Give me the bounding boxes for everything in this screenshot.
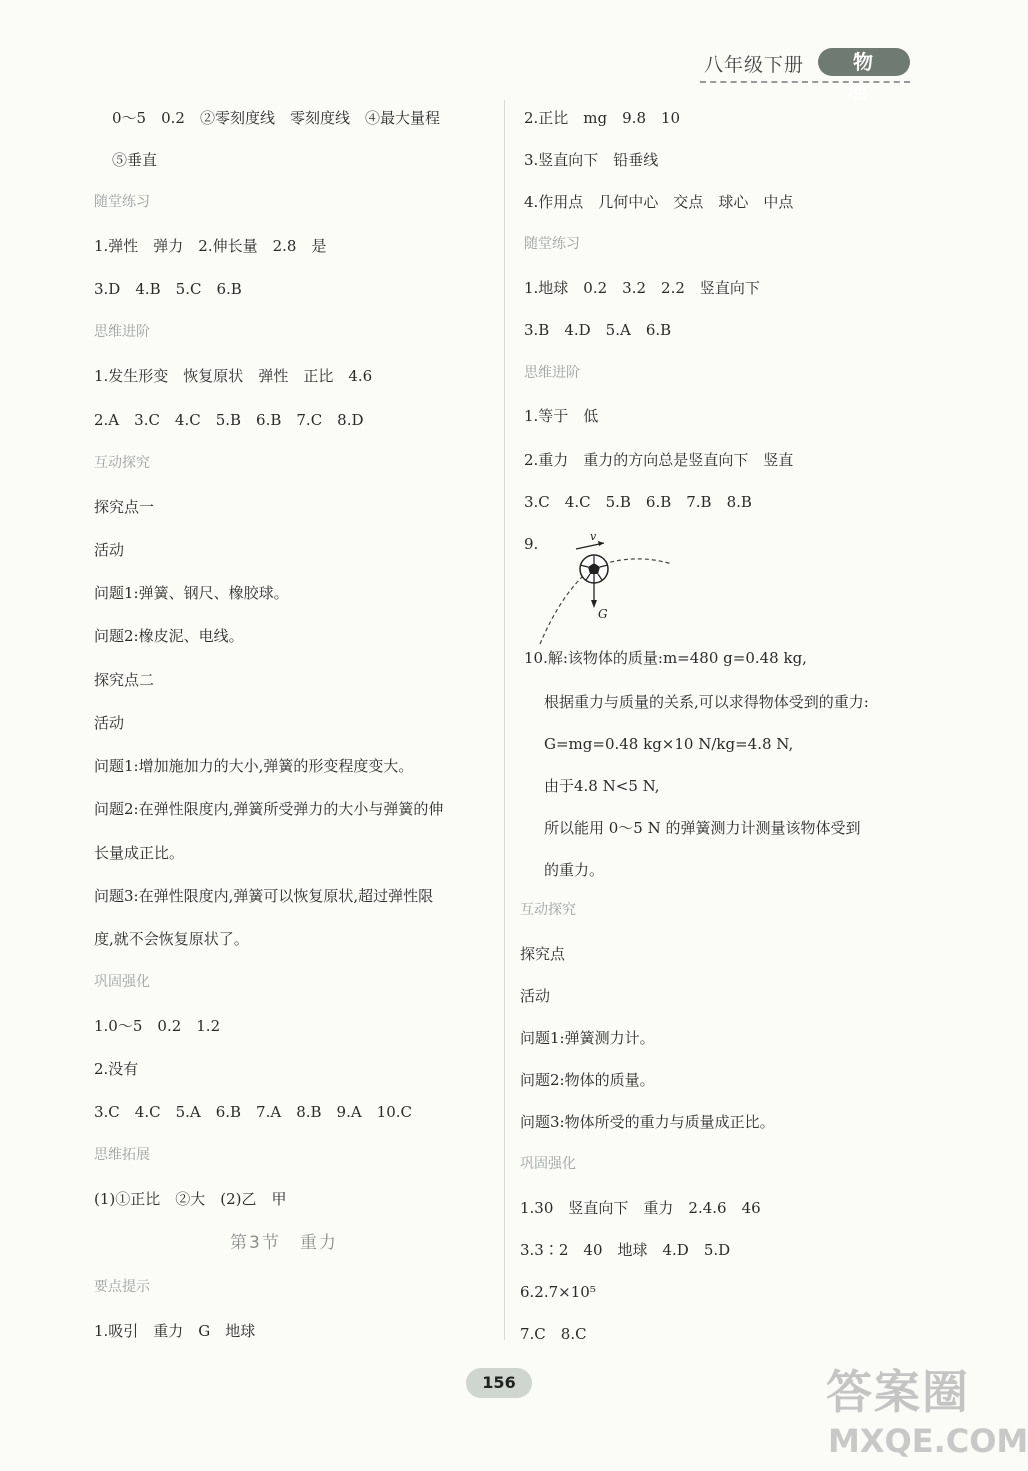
answer-line: 1.弹性 弹力 2.伸长量 2.8 是 (94, 237, 327, 255)
column-divider (504, 100, 505, 1340)
answer-line: 3.3∶2 40 地球 4.D 5.D (520, 1241, 731, 1259)
answer-line: 由于4.8 N<5 N, (544, 777, 660, 795)
gravity-arrowhead (591, 600, 597, 608)
answer-line: ⑤垂直 (112, 151, 158, 169)
velocity-arrowhead (598, 541, 604, 546)
answer-line: 4.作用点 几何中心 交点 球心 中点 (524, 193, 794, 211)
grade-label: 八年级下册 (704, 54, 805, 76)
watermark-logo: 答案圈 (826, 1365, 970, 1419)
section-heading: 要点提示 (94, 1279, 150, 1295)
answer-line: 6.2.7×10⁵ (520, 1283, 596, 1301)
answer-line: 3.C 4.C 5.A 6.B 7.A 8.B 9.A 10.C (94, 1103, 413, 1121)
answer-line: 的重力。 (544, 861, 605, 879)
football-force-diagram (532, 532, 682, 652)
answer-line: 所以能用 0～5 N 的弹簧测力计测量该物体受到 (544, 819, 861, 837)
section-heading: 思维拓展 (94, 1147, 150, 1163)
answer-line: 长量成正比。 (94, 844, 185, 862)
section-heading: 随堂练习 (94, 194, 150, 210)
answer-line: 2.重力 重力的方向总是竖直向下 竖直 (524, 451, 794, 469)
velocity-label: v (590, 530, 597, 543)
header-divider (700, 81, 910, 83)
section-heading: 随堂练习 (524, 236, 580, 252)
section-heading: 思维进阶 (524, 365, 580, 381)
answer-line: 问题1:弹簧、钢尺、橡胶球。 (94, 584, 289, 602)
answer-line: 1.发生形变 恢复原状 弹性 正比 4.6 (94, 367, 373, 385)
answer-line: 探究点一 (94, 498, 155, 516)
answer-line: 1.30 竖直向下 重力 2.4.6 46 (520, 1199, 761, 1217)
answer-line: 7.C 8.C (520, 1325, 587, 1343)
section-heading: 互动探究 (520, 902, 576, 918)
answer-line: 1.地球 0.2 3.2 2.2 竖直向下 (524, 279, 760, 297)
section-heading: 巩固强化 (520, 1156, 576, 1172)
answer-line: 问题2:橡皮泥、电线。 (94, 627, 244, 645)
answer-line: 9. (524, 535, 539, 553)
answer-line: 问题3:物体所受的重力与质量成正比。 (520, 1113, 775, 1131)
chapter-title: 第3节 重力 (230, 1233, 338, 1253)
answer-line: 问题1:弹簧测力计。 (520, 1029, 655, 1047)
answer-line: 探究点二 (94, 671, 155, 689)
answer-line: 1.0～5 0.2 1.2 (94, 1017, 221, 1035)
answer-line: 3.D 4.B 5.C 6.B (94, 280, 242, 298)
answer-line: 3.C 4.C 5.B 6.B 7.B 8.B (524, 493, 752, 511)
answer-line: 1.吸引 重力 G 地球 (94, 1322, 256, 1340)
section-heading: 互动探究 (94, 455, 150, 471)
subject-badge: 物 理 (818, 48, 910, 76)
answer-line: 3.B 4.D 5.A 6.B (524, 321, 672, 339)
answer-line: 2.正比 mg 9.8 10 (524, 109, 681, 127)
answer-line: 根据重力与质量的关系,可以求得物体受到的重力: (544, 693, 869, 711)
answer-line: 问题2:在弹性限度内,弹簧所受弹力的大小与弹簧的伸 (94, 800, 444, 818)
answer-line: G=mg=0.48 kg×10 N/kg=4.8 N, (544, 735, 794, 753)
section-heading: 思维进阶 (94, 324, 150, 340)
page-number: 156 (466, 1368, 532, 1398)
answer-line: 10.解:该物体的质量:m=480 g=0.48 kg, (524, 649, 807, 667)
answer-line: 2.没有 (94, 1060, 139, 1078)
answer-line: 问题1:增加施加力的大小,弹簧的形变程度变大。 (94, 757, 414, 775)
answer-line: 1.等于 低 (524, 407, 599, 425)
answer-line: (1)①正比 ②大 (2)乙 甲 (94, 1190, 287, 1208)
answer-line: 2.A 3.C 4.C 5.B 6.B 7.C 8.D (94, 411, 364, 429)
answer-line: 活动 (520, 987, 551, 1005)
page-header (700, 44, 915, 102)
answer-line: 3.竖直向下 铅垂线 (524, 151, 659, 169)
answer-line: 问题3:在弹性限度内,弹簧可以恢复原状,超过弹性限 (94, 887, 434, 905)
answer-line: 活动 (94, 541, 125, 559)
answer-line: 活动 (94, 714, 125, 732)
answer-line: 探究点 (520, 945, 566, 963)
answer-line: 0～5 0.2 ②零刻度线 零刻度线 ④最大量程 (112, 109, 440, 127)
answer-line: 度,就不会恢复原状了。 (94, 930, 249, 948)
gravity-label: G (598, 607, 608, 621)
section-heading: 巩固强化 (94, 974, 150, 990)
answer-line: 问题2:物体的质量。 (520, 1071, 655, 1089)
watermark-url: MXQE.COM (828, 1422, 1028, 1460)
